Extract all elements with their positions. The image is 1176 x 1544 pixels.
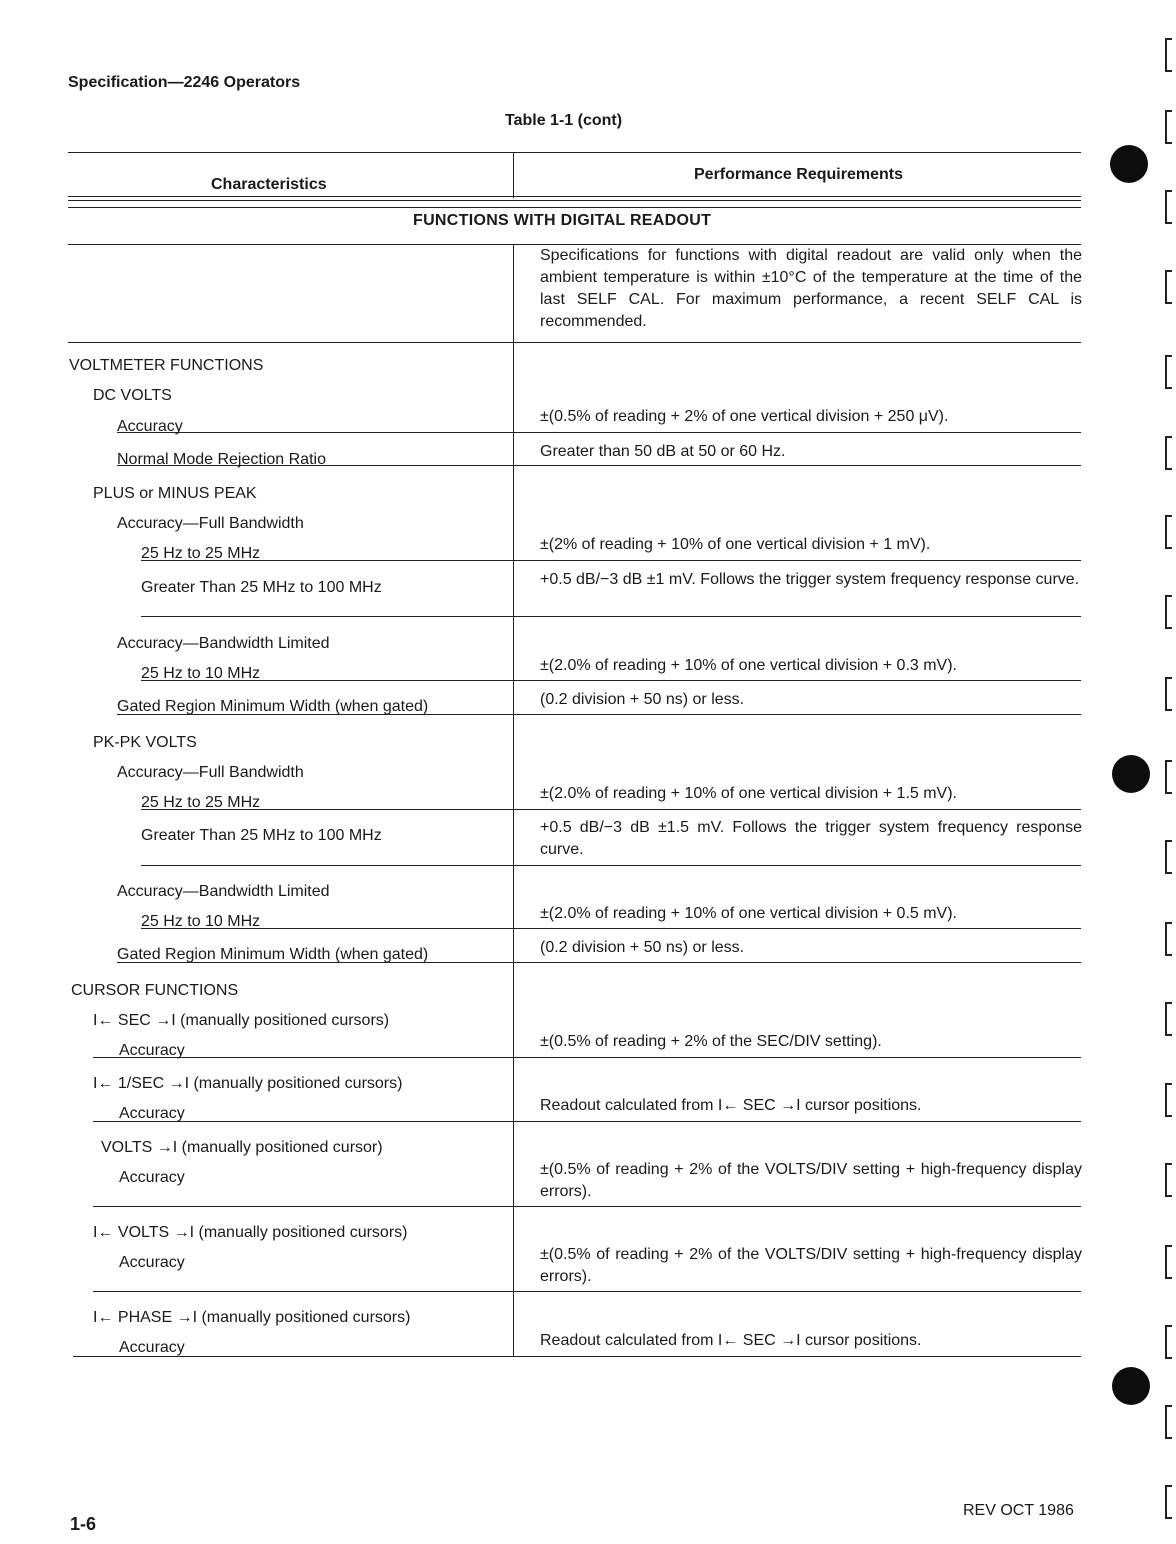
edge-mark (1165, 436, 1172, 470)
char-dc-accuracy: Accuracy (117, 418, 183, 435)
rule-row (141, 680, 1081, 681)
char-cursor-functions: CURSOR FUNCTIONS (71, 982, 239, 999)
char-1sec-cursors: I← 1/SEC →I (manually positioned cursors) (93, 1075, 403, 1092)
page-number: 1-6 (70, 1514, 97, 1534)
char-pkpk-volts: PK-PK VOLTS (93, 734, 197, 751)
char-delta-volts-cursors: I← VOLTS →I (manually positioned cursors) (93, 1224, 408, 1241)
char-pk-25-100mhz: Greater Than 25 MHz to 100 MHz (141, 579, 382, 596)
perf-pk-bw-limited: ±(2.0% of reading + 10% of one vertical division + 0.3 mV). (540, 657, 957, 674)
edge-mark (1165, 1083, 1172, 1117)
rule-row (141, 616, 1081, 617)
edge-mark (1165, 677, 1172, 711)
char-1sec-accuracy: Accuracy (119, 1105, 185, 1122)
char-phase-cursors: I← PHASE →I (manually positioned cursors) (93, 1309, 411, 1326)
char-pkpk-bw-limited: Accuracy—Bandwidth Limited (117, 883, 330, 900)
rule-bottom (73, 1356, 1081, 1357)
rule-row (117, 465, 1081, 466)
edge-mark (1165, 1002, 1172, 1036)
rule-row (141, 928, 1081, 929)
perf-dc-accuracy: ±(0.5% of reading + 2% of one vertical division + 250 μV). (540, 408, 949, 425)
char-pk-gated: Gated Region Minimum Width (when gated) (117, 698, 429, 715)
edge-mark (1165, 840, 1172, 874)
rule-row (141, 865, 1081, 866)
section-title: FUNCTIONS WITH DIGITAL READOUT (413, 212, 712, 229)
edge-mark (1165, 595, 1172, 629)
char-sec-cursors: I← SEC →I (manually positioned cursors) (93, 1012, 390, 1029)
rule-row (93, 1291, 1081, 1292)
binder-hole (1112, 1367, 1150, 1405)
char-pk-bw-limited: Accuracy—Bandwidth Limited (117, 635, 330, 652)
edge-mark (1165, 515, 1172, 549)
edge-mark (1165, 355, 1172, 389)
perf-pkpk-gated: (0.2 division + 50 ns) or less. (540, 939, 745, 956)
char-pk-full-bw: Accuracy—Full Bandwidth (117, 515, 304, 532)
rule-row (93, 1121, 1081, 1122)
rule-top (68, 152, 1081, 153)
perf-pkpk-25hz-25mhz: ±(2.0% of reading + 10% of one vertical division + 1.5 mV). (540, 785, 957, 802)
rule-row (117, 962, 1081, 963)
char-pkpk-gated: Gated Region Minimum Width (when gated) (117, 946, 429, 963)
char-pkpk-full-bw: Accuracy—Full Bandwidth (117, 764, 304, 781)
edge-mark (1165, 922, 1172, 956)
perf-pkpk-bw-limited: ±(2.0% of reading + 10% of one vertical division + 0.5 mV). (540, 905, 957, 922)
revision-date: REV OCT 1986 (963, 1502, 1074, 1519)
edge-mark (1165, 38, 1172, 72)
page-header: Specification—2246 Operators (68, 74, 301, 91)
perf-delta-volts-accuracy: ±(0.5% of reading + 2% of the VOLTS/DIV setting + high-frequency display errors). (540, 1246, 1082, 1285)
perf-phase-accuracy: Readout calculated from I← SEC →I cursor positions. (540, 1332, 922, 1349)
perf-volts-accuracy: ±(0.5% of reading + 2% of the VOLTS/DIV setting + high-frequency display errors). (540, 1161, 1082, 1200)
edge-mark (1165, 1163, 1172, 1197)
table-title: Table 1-1 (cont) (505, 112, 623, 129)
char-pk-25hz-10mhz: 25 Hz to 10 MHz (141, 665, 261, 682)
char-sec-accuracy: Accuracy (119, 1042, 185, 1059)
edge-mark (1165, 1485, 1172, 1519)
char-plus-minus-peak: PLUS or MINUS PEAK (93, 485, 257, 502)
edge-mark (1165, 1405, 1172, 1439)
char-pkpk-25-100mhz: Greater Than 25 MHz to 100 MHz (141, 827, 382, 844)
rule-row (93, 1057, 1081, 1058)
char-pkpk-25hz-10mhz: 25 Hz to 10 MHz (141, 913, 261, 930)
rule-header-3 (68, 207, 1081, 208)
column-header-characteristics: Characteristics (211, 176, 327, 193)
edge-mark (1165, 190, 1172, 224)
rule-row (141, 560, 1081, 561)
perf-pk-25-100mhz: +0.5 dB/−3 dB ±1 mV. Follows the trigger system frequency response curve. (540, 571, 1080, 588)
edge-mark (1165, 110, 1172, 144)
rule-header-2 (68, 200, 1081, 201)
rule-row (117, 714, 1081, 715)
binder-hole (1112, 755, 1150, 793)
rule-header-1 (68, 196, 1081, 197)
column-divider (513, 152, 514, 198)
column-divider-main (513, 244, 514, 1356)
char-normal-mode: Normal Mode Rejection Ratio (117, 451, 326, 468)
char-volts-accuracy: Accuracy (119, 1169, 185, 1186)
rule-note (68, 342, 1081, 343)
edge-mark (1165, 1245, 1172, 1279)
perf-1sec-accuracy: Readout calculated from I← SEC →I cursor positions. (540, 1097, 922, 1114)
char-dc-volts: DC VOLTS (93, 387, 172, 404)
binder-hole (1110, 145, 1148, 183)
perf-pk-25hz-25mhz: ±(2% of reading + 10% of one vertical division + 1 mV). (540, 536, 931, 553)
perf-sec-accuracy: ±(0.5% of reading + 2% of the SEC/DIV setting). (540, 1033, 882, 1050)
perf-normal-mode: Greater than 50 dB at 50 or 60 Hz. (540, 443, 786, 460)
rule-row (117, 432, 1081, 433)
rule-row (141, 809, 1081, 810)
char-pk-25hz-25mhz: 25 Hz to 25 MHz (141, 545, 261, 562)
perf-pk-gated: (0.2 division + 50 ns) or less. (540, 691, 745, 708)
char-phase-accuracy: Accuracy (119, 1339, 185, 1356)
perf-pkpk-25-100mhz: +0.5 dB/−3 dB ±1.5 mV. Follows the trigger system frequency response curve. (540, 819, 1082, 858)
char-volts-cursor: VOLTS →I (manually positioned cursor) (101, 1139, 383, 1156)
rule-row (93, 1206, 1081, 1207)
edge-mark (1165, 760, 1172, 794)
digital-readout-note: Specifications for functions with digital readout are valid only when the ambient temperature is within ±10°C of the temperature at the time of the last SELF CAL. For maximum performance, a recent SELF CAL is recommended. (540, 247, 1082, 330)
column-header-performance: Performance Requirements (694, 166, 903, 183)
char-voltmeter-functions: VOLTMETER FUNCTIONS (69, 357, 264, 374)
edge-mark (1165, 270, 1172, 304)
edge-mark (1165, 1325, 1172, 1359)
char-delta-volts-accuracy: Accuracy (119, 1254, 185, 1271)
char-pkpk-25hz-25mhz: 25 Hz to 25 MHz (141, 794, 261, 811)
